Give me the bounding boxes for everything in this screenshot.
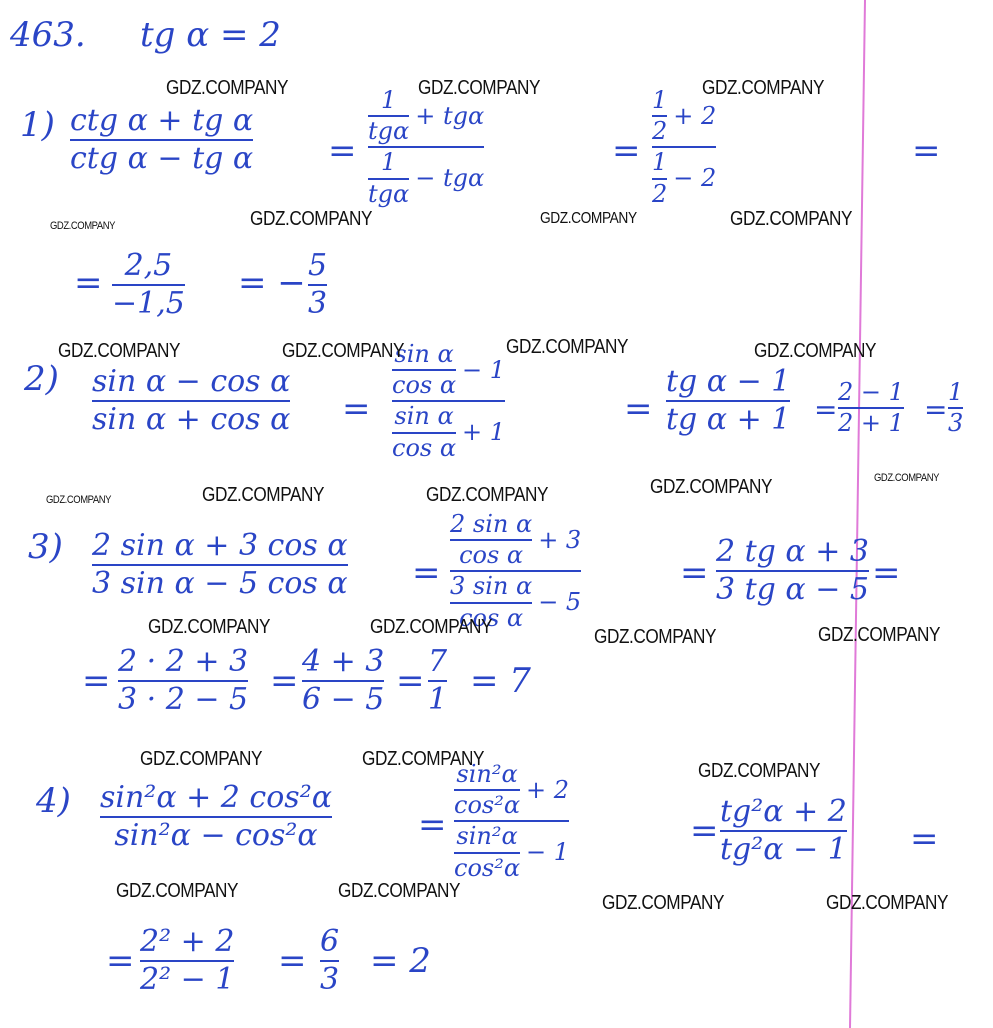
p3-r1-num: 2 · 2 + 3 [118,644,249,679]
p2-step3-fraction [666,366,790,435]
p3-eq-6: = [396,661,425,701]
p3-r2-den: 6 − 5 [302,681,385,717]
p3-r3-num: 7 [428,644,448,679]
watermark: GDZ.COMPANY [730,208,853,230]
p1-result-fraction-1 [112,250,185,319]
p2-lhs-fraction [92,366,290,435]
watermark: GDZ.COMPANY [362,748,485,770]
p4-step2-fraction [454,762,569,881]
part-2-label: 2) [24,359,59,399]
p4-eq-2: = [690,811,719,851]
p4-r1-den: 2² − 1 [140,961,235,997]
given-condition: tg α = 2 [140,15,281,55]
watermark: GDZ.COMPANY [338,880,461,902]
watermark: GDZ.COMPANY [116,880,239,902]
watermark: GDZ.COMPANY [140,748,263,770]
p1-lhs-num: ctg α + tg α [70,103,254,138]
p3-lhs-fraction [92,530,348,599]
p2-s2-num-a: sin α [394,340,454,368]
watermark: GDZ.COMPANY [826,892,949,914]
p4-s2-num-b: cos²α [454,791,521,820]
p1-s3-num-b: 2 [652,117,668,146]
p2-eq-3: = [814,393,838,426]
p1-s3-den-b: 2 [652,179,668,208]
p4-eq-5: = [278,941,307,981]
p3-eq-4: = [82,661,111,701]
p3-lhs-num: 2 sin α + 3 cos α [92,528,348,563]
p3-final: = 7 [470,661,531,701]
watermark: GDZ.COMPANY [818,624,941,646]
p3-eq-5: = [270,661,299,701]
p2-s4-num: 2 − 1 [838,378,904,406]
p2-s3-den: tg α + 1 [666,401,791,437]
p3-result-fraction-3 [428,646,447,715]
p1-s2-num-b: tgα [368,117,410,146]
watermark: GDZ.COMPANY [418,77,541,99]
p4-step3-fraction [720,796,847,865]
p4-r1-num: 2² + 2 [140,924,235,959]
p4-s2-den-b: cos²α [454,853,521,882]
p2-result-fraction [948,380,963,436]
p1-step2-fraction [368,88,484,207]
p3-result-fraction-2 [302,646,384,715]
p4-result-fraction-2 [320,926,339,995]
watermark: GDZ.COMPANY [426,484,549,506]
p2-s2-num-c: − 1 [462,355,506,384]
p2-r-num: 1 [948,378,964,406]
p4-s2-num-c: + 2 [526,775,570,804]
p1-lhs-fraction [70,105,253,174]
p1-s2-num-c: + tgα [415,101,485,130]
p3-s2-den-b: cos α [459,603,524,632]
p1-eq-1: = [328,131,357,171]
p4-r2-den: 3 [320,961,340,997]
p3-s2-num-b: cos α [459,541,524,570]
p4-r2-num: 6 [320,924,340,959]
p2-step2-fraction [392,342,505,461]
watermark: GDZ.COMPANY [594,626,717,648]
p4-lhs-fraction [100,782,332,851]
p3-lhs-den: 3 sin α − 5 cos α [92,565,348,601]
p2-eq-4: = [924,393,948,426]
watermark: GDZ.COMPANY [50,220,115,232]
p1-result-fraction-2 [308,250,327,319]
p3-eq-1: = [412,553,441,593]
p3-eq-3: = [872,553,901,593]
watermark: GDZ.COMPANY [46,494,111,506]
p4-result-fraction-1 [140,926,234,995]
watermark: GDZ.COMPANY [250,208,373,230]
p1-eq-4: = [74,263,103,303]
p2-s4-den: 2 + 1 [838,409,904,438]
p4-final: = 2 [370,941,431,981]
p2-s2-den-b: cos α [392,433,457,462]
p3-s3-num: 2 tg α + 3 [716,534,869,569]
p3-result-fraction-1 [118,646,248,715]
p3-r3-den: 1 [428,681,448,717]
p4-s2-den-c: − 1 [526,837,570,866]
p3-s3-den: 3 tg α − 5 [716,571,869,607]
p3-step3-fraction [716,536,869,605]
watermark: GDZ.COMPANY [702,77,825,99]
watermark: GDZ.COMPANY [650,476,773,498]
p1-s3-num-c: + 2 [673,101,717,130]
p1-lhs-den: ctg α − tg α [70,140,254,176]
watermark: GDZ.COMPANY [874,472,939,484]
p1-eq-minus: = − [238,263,306,303]
p2-s3-num: tg α − 1 [666,364,791,399]
p2-s2-num-b: cos α [392,371,457,400]
p1-r1-num: 2,5 [124,248,173,283]
p1-step3-fraction [652,88,716,207]
p4-s2-num-a: sin²α [456,760,518,788]
part-4-label: 4) [36,781,71,821]
watermark: GDZ.COMPANY [506,336,629,358]
watermark: GDZ.COMPANY [370,616,493,638]
p2-step4-fraction [838,380,904,436]
p2-s2-den-c: + 1 [462,417,506,446]
p4-s2-den-a: sin²α [456,822,518,851]
p1-s3-num-a: 1 [652,86,668,114]
p3-step2-fraction [450,512,581,631]
watermark: GDZ.COMPANY [754,340,877,362]
p2-s2-den-a: sin α [394,402,454,431]
p1-eq-3: = [912,131,941,171]
p4-eq-1: = [418,805,447,845]
p3-eq-2: = [680,553,709,593]
p3-s2-num-a: 2 sin α [450,510,533,538]
p1-s2-den-c: − tgα [415,163,485,192]
p2-lhs-den: sin α + cos α [92,401,291,437]
watermark: GDZ.COMPANY [166,77,289,99]
part-3-label: 3) [28,527,63,567]
watermark: GDZ.COMPANY [282,340,405,362]
p3-s2-num-c: + 3 [538,525,582,554]
watermark: GDZ.COMPANY [148,616,271,638]
p4-lhs-num: sin²α + 2 cos²α [100,780,332,815]
p2-lhs-num: sin α − cos α [92,364,291,399]
part-1-label: 1) [20,105,55,145]
p4-eq-4: = [106,941,135,981]
p2-eq-1: = [342,389,371,429]
p3-s2-den-c: − 5 [538,587,582,616]
watermark: GDZ.COMPANY [602,892,725,914]
watermark: GDZ.COMPANY [698,760,821,782]
p1-s3-den-c: − 2 [673,163,717,192]
p1-r1-den: −1,5 [112,285,185,321]
p1-eq-2: = [612,131,641,171]
p1-s2-den-b: tgα [368,179,410,208]
p1-s2-den-a: 1 [380,148,397,177]
watermark: GDZ.COMPANY [540,210,637,227]
p2-eq-2: = [624,389,653,429]
p4-s3-num: tg²α + 2 [720,794,847,829]
watermark: GDZ.COMPANY [58,340,181,362]
p4-s3-den: tg²α − 1 [720,831,847,867]
p1-s3-den-a: 1 [652,148,668,177]
p1-r2-num: 5 [308,248,328,283]
p3-s2-den-a: 3 sin α [450,572,533,601]
p4-eq-3: = [910,819,939,859]
p1-s2-num-a: 1 [380,86,397,114]
watermark: GDZ.COMPANY [202,484,325,506]
problem-number: 463. [10,15,86,55]
p2-r-den: 3 [948,409,964,438]
p1-r2-den: 3 [308,285,328,321]
p4-lhs-den: sin²α − cos²α [114,817,318,853]
p3-r2-num: 4 + 3 [302,644,385,679]
p3-r1-den: 3 · 2 − 5 [118,681,249,717]
